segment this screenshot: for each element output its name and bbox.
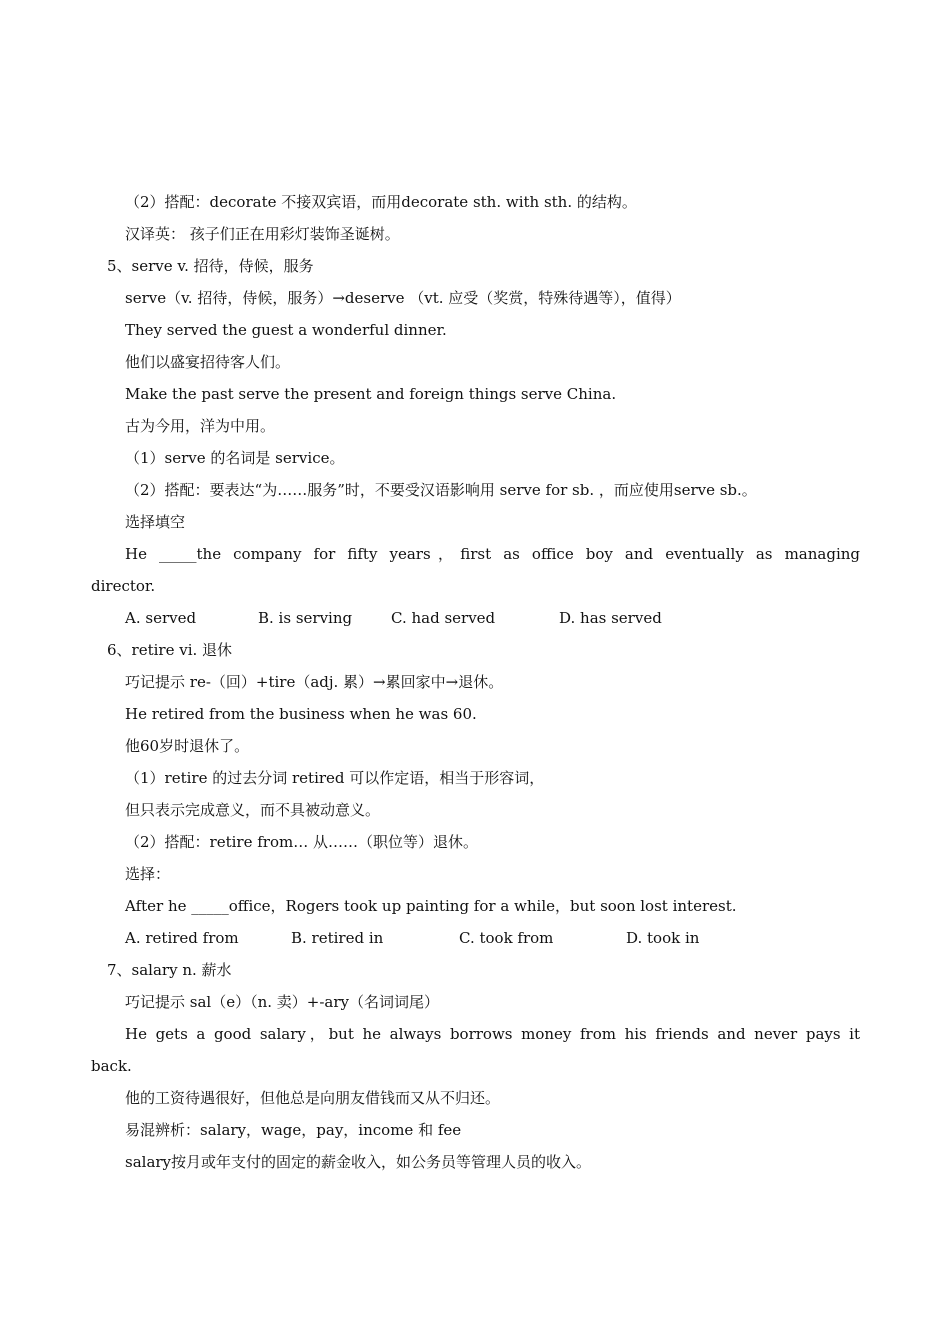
example-sentence: He gets a good salary，but he always borrows money from his friends and never pays it (125, 1025, 860, 1043)
serve-collocation-note: （2）搭配：要表达“为……服务”时，不要受汉语影响用 serve for sb. ，而应使用serve sb.。 (125, 481, 757, 499)
option-a: A. served (125, 609, 197, 627)
option-b: B. is serving (258, 609, 353, 627)
example-sentence: He retired from the business when he was 60. (125, 705, 477, 723)
option-d: D. took in (626, 929, 700, 947)
example-translation: 古为今用，洋为中用。 (125, 417, 276, 435)
memory-tip: 巧记提示 sal（e）（n. 卖）+-ary（名词词尾） (125, 993, 440, 1011)
serve-noun-note: （1）serve 的名词是 service。 (125, 449, 345, 467)
option-b: B. retired in (291, 929, 384, 947)
memory-tip: 巧记提示 re-（回）+tire（adj. 累）→累回家中→退休。 (125, 673, 504, 691)
heading-retire: 6、retire vi. 退休 (107, 641, 233, 659)
option-c: C. took from (459, 929, 554, 947)
exercise-question-continued: director. (91, 577, 156, 595)
example-sentence: They served the guest a wonderful dinner. (125, 321, 447, 339)
exercise-label: 选择填空 (125, 513, 186, 531)
example-translation: 他的工资待遇很好，但他总是向朋友借钱而又从不归还。 (125, 1089, 501, 1107)
exercise-question: After he _____office，Rogers took up painting for a while，but soon lost interest. (125, 897, 737, 915)
retired-usage-note: （1）retire 的过去分词 retired 可以作定语，相当于形容词， (125, 769, 545, 787)
heading-salary: 7、salary n. 薪水 (107, 961, 232, 979)
word-comparison-heading: 易混辨析：salary，wage，pay，income 和 fee (125, 1121, 462, 1139)
example-sentence-continued: back. (91, 1057, 132, 1075)
option-c: C. had served (391, 609, 496, 627)
exercise-label: 选择： (125, 865, 171, 883)
retire-collocation-note: （2）搭配：retire from… 从……（职位等）退休。 (125, 833, 478, 851)
option-a: A. retired from (125, 929, 239, 947)
example-sentence: Make the past serve the present and foreign things serve China. (125, 385, 617, 403)
decorate-collocation-note: （2）搭配：decorate 不接双宾语，而用decorate sth. with sth. 的结构。 (125, 193, 637, 211)
translation-exercise: 汉译英： 孩子们正在用彩灯装饰圣诞树。 (125, 225, 400, 243)
salary-definition: salary按月或年支付的固定的薪金收入，如公务员等管理人员的收入。 (125, 1153, 592, 1171)
serve-deserve-note: serve（v. 招待，侍候，服务）→deserve （vt. 应受（奖赏，特殊待遇等），值得） (125, 289, 681, 307)
heading-serve: 5、serve v. 招待，侍候，服务 (107, 257, 314, 275)
example-translation: 他们以盛宴招待客人们。 (125, 353, 291, 371)
retired-usage-note-continued: 但只表示完成意义，而不具被动意义。 (125, 801, 381, 819)
example-translation: 他60岁时退休了。 (125, 737, 250, 755)
exercise-question: He _____the company for fifty years，first as office boy and eventually as managing (125, 545, 860, 563)
option-d: D. has served (559, 609, 662, 627)
